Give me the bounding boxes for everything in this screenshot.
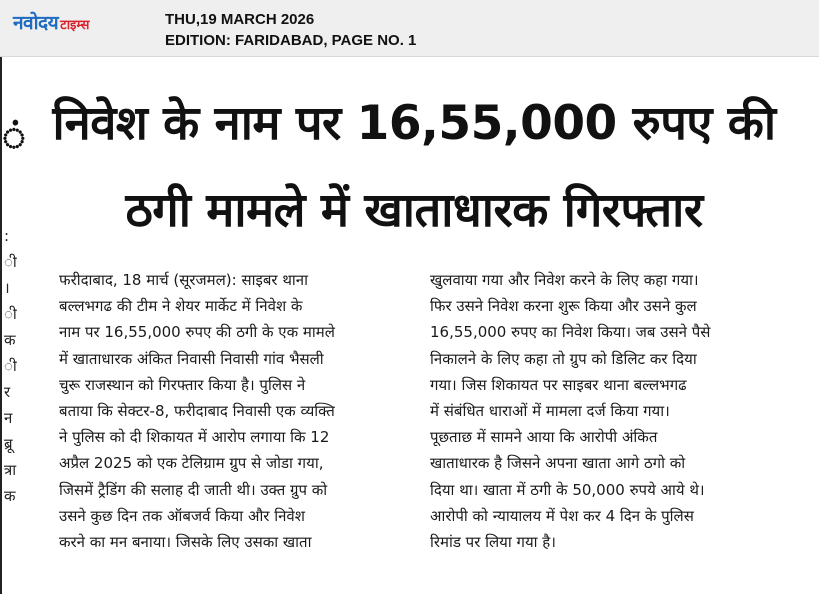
- article-body-right-column: [430, 267, 790, 555]
- body-text-line: करने का मन बनाया। जिसके लिए उसका खाता: [59, 533, 312, 552]
- body-text-line: बताया कि सेक्टर-8, फरीदाबाद निवासी एक व्यक्ति: [59, 402, 335, 421]
- adjacent-fragment-glyph: क: [4, 487, 16, 505]
- logo-main-text: नवोदय: [13, 12, 59, 34]
- adjacent-fragment-glyph: ी: [4, 305, 17, 323]
- article-headline: [14, 80, 814, 254]
- body-text-line: अप्रैल 2025 को एक टेलिग्राम ग्रुप से जोडा गया,: [59, 454, 324, 473]
- body-text-line: दिया था। खाता में ठगी के 50,000 रुपये आये थे।: [430, 480, 705, 499]
- article-clipping: [0, 57, 818, 594]
- body-text-line: में खाताधारक अंकित निवासी निवासी गांव भैसली: [59, 349, 324, 368]
- body-text-line: जिसमें ट्रैडिंग की सलाह दी जाती थी। उक्त ग्रुप को: [59, 480, 328, 499]
- body-text-line: नाम पर 16,55,000 रुपए की ठगी के एक मामले: [59, 323, 335, 342]
- headline-line-2: ठगी मामले में खाताधारक गिरफ्तार: [125, 183, 703, 238]
- body-text-line: ने पुलिस को दी शिकायत में आरोप लगाया कि 12: [59, 428, 330, 447]
- adjacent-fragment-glyph: र: [4, 383, 11, 401]
- body-text-line: में संबंधित धाराओं में मामला दर्ज किया गया।: [430, 402, 670, 421]
- adjacent-fragment-glyph: ी: [4, 253, 17, 271]
- adjacent-fragment-glyph: त्रा: [4, 461, 17, 479]
- adjacent-column-fragment: [4, 223, 18, 509]
- body-text-line: पूछताछ में सामने आया कि आरोपी अंकित: [430, 428, 658, 447]
- body-text-line: खाताधारक है जिसने अपना खाता आगे ठगो को: [430, 454, 686, 473]
- adjacent-fragment-glyph: ।: [4, 279, 10, 297]
- article-body-left-column: [59, 267, 401, 555]
- adjacent-fragment-glyph: ी: [4, 357, 17, 375]
- adjacent-fragment-glyph: न: [4, 409, 13, 427]
- body-text-line: निकालने के लिए कहा तो ग्रुप को डिलिट कर दिया: [430, 349, 697, 368]
- adjacent-article-fragment: ं: [2, 114, 26, 160]
- newspaper-logo[interactable]: [13, 9, 89, 35]
- adjacent-fragment-glyph: :: [4, 227, 10, 245]
- body-text-line: बल्लभगढ की टीम ने शेयर मार्केट में निवेश के: [59, 297, 303, 316]
- edition-page: EDITION: FARIDABAD, PAGE NO. 1: [165, 32, 417, 49]
- body-text-line: खुलवाया गया और निवेश करने के लिए कहा गया।: [430, 271, 699, 289]
- edition-info: [165, 9, 416, 51]
- body-text-line: चुरू राजस्थान को गिरफ्तार किया है। पुलिस ने: [59, 375, 306, 394]
- body-text-line: फरीदाबाद, 18 मार्च (सूरजमल): साइबर थाना: [59, 271, 308, 289]
- body-text-line: गया। जिस शिकायत पर साइबर थाना बल्लभगढ: [430, 375, 687, 394]
- logo-sub-text: टाइम्स: [60, 18, 90, 33]
- body-text-line: उसने कुछ दिन तक ऑबजर्व किया और निवेश: [59, 506, 305, 525]
- body-text-line: 16,55,000 रुपए का निवेश किया। जब उसने पैसे: [430, 323, 711, 342]
- body-text-line: फिर उसने निवेश करना शुरू किया और उसने कुल: [430, 297, 697, 316]
- adjacent-fragment-glyph: ब्रू: [4, 435, 13, 453]
- body-text-line: रिमांड पर लिया गया है।: [430, 533, 556, 552]
- epaper-header: [0, 0, 819, 57]
- headline-line-1: निवेश के नाम पर 16,55,000 रुपए की: [52, 96, 776, 151]
- adjacent-fragment-glyph: क: [4, 331, 16, 349]
- issue-date: THU,19 MARCH 2026: [165, 11, 315, 28]
- body-text-line: आरोपी को न्यायालय में पेश कर 4 दिन के पुलिस: [430, 506, 694, 525]
